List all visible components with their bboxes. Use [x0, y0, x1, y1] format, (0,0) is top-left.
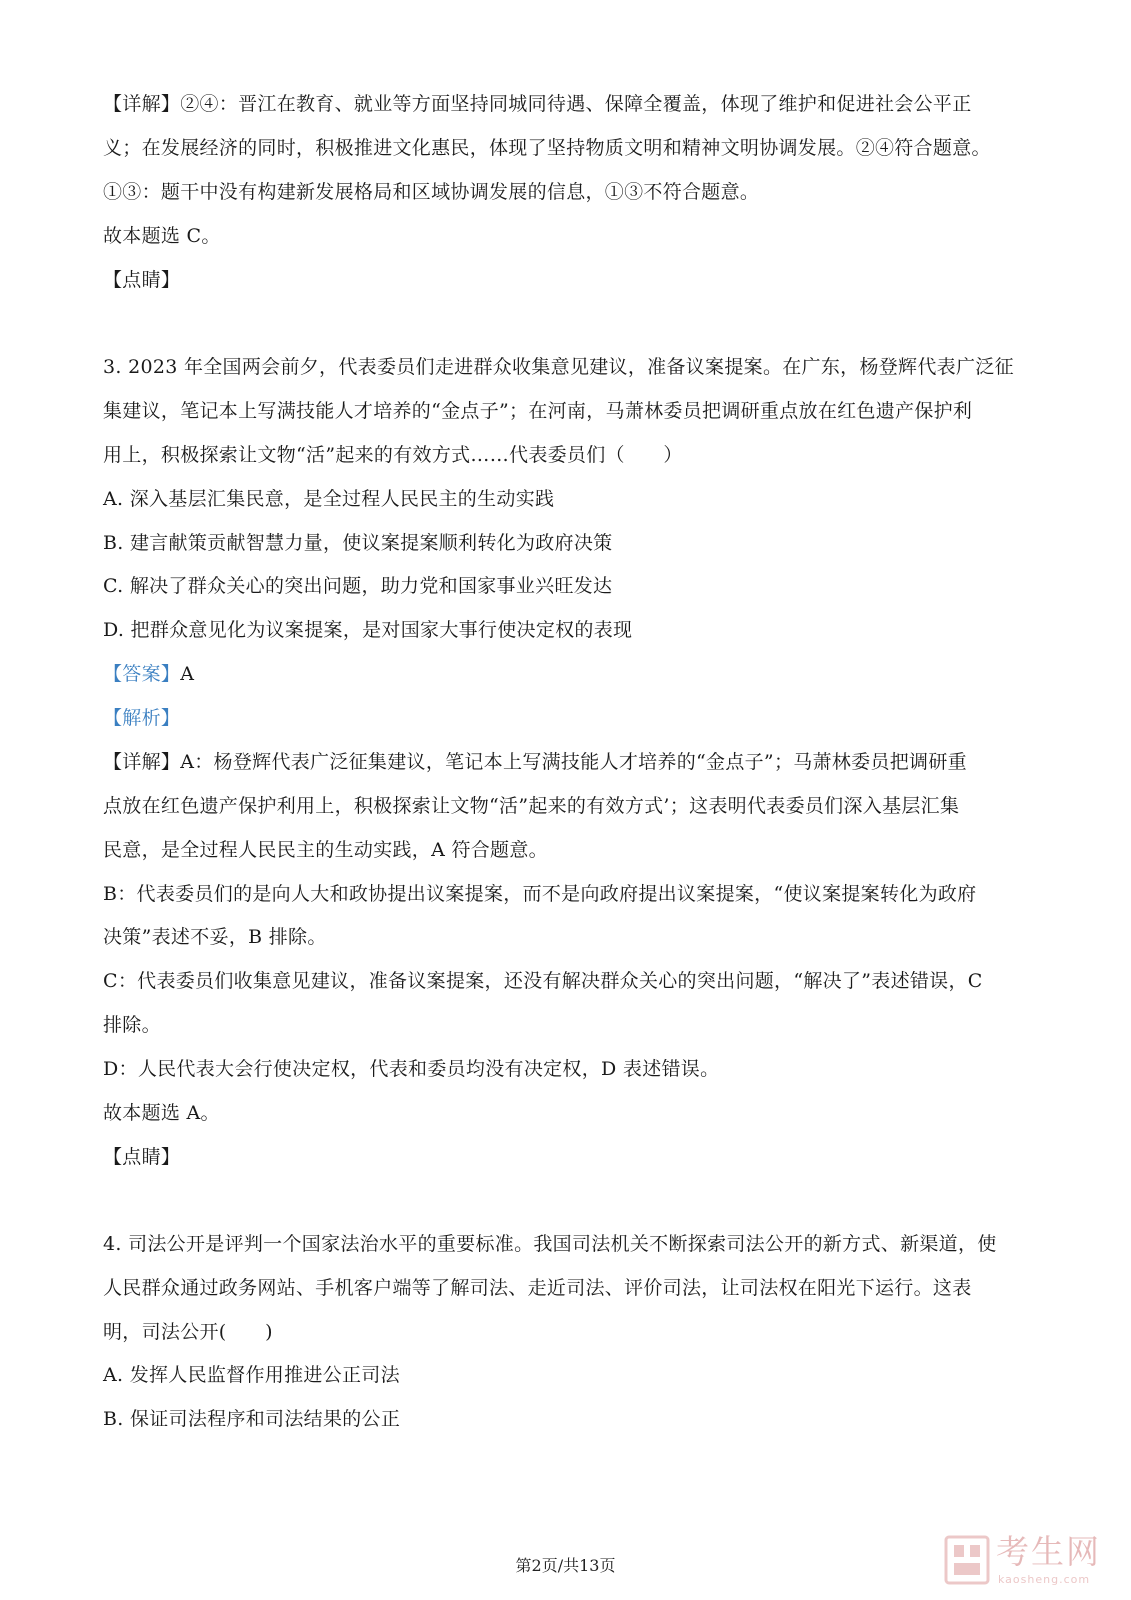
- kaosheng-logo-icon: [944, 1535, 990, 1585]
- watermark: [944, 1531, 1124, 1593]
- q3-conclusion: 故本题选 A。: [103, 1102, 220, 1124]
- q3-stem-line-3: 用上，积极探索让文物“活”起来的有效方式……代表委员们（ ）: [103, 444, 683, 466]
- q4-stem-line-1: 4. 司法公开是评判一个国家法治水平的重要标准。我国司法机关不断探索司法公开的新方式、新渠道，使: [103, 1233, 997, 1255]
- q3-detail-line-6: C：代表委员们收集意见建议，准备议案提案，还没有解决群众关心的突出问题，“解决了”表述错误，C: [103, 970, 983, 992]
- q2-conclusion: 故本题选 C。: [103, 225, 221, 247]
- q3-stem-line-2: 集建议，笔记本上写满技能人才培养的“金点子”；在河南，马萧林委员把调研重点放在红色遗产保护利: [103, 400, 973, 422]
- q3-option-c: C. 解决了群众关心的突出问题，助力党和国家事业兴旺发达: [103, 575, 613, 597]
- q3-dianjing-heading: 【点睛】: [103, 1146, 181, 1168]
- answer-label: 【答案】: [103, 663, 181, 685]
- q2-detail-line-3: ①③：题干中没有构建新发展格局和区域协调发展的信息，①③不符合题意。: [103, 181, 760, 203]
- q3-detail-line-1: 【详解】A：杨登辉代表广泛征集建议，笔记本上写满技能人才培养的“金点子”；马萧林委员把调研重: [103, 751, 967, 773]
- q3-detail-line-2: 点放在红色遗产保护利用上，积极探索让文物“活”起来的有效方式’；这表明代表委员们深入基层汇集: [103, 795, 960, 817]
- q2-detail-line-2: 义；在发展经济的同时，积极推进文化惠民，体现了坚持物质文明和精神文明协调发展。②④符合题意。: [103, 137, 991, 159]
- q3-option-a: A. 深入基层汇集民意，是全过程人民民主的生动实践: [103, 488, 555, 510]
- analysis-label: 【解析】: [103, 707, 181, 729]
- watermark-brand: 考生网: [996, 1532, 1101, 1571]
- q3-detail-line-5: 决策”表述不妥，B 排除。: [103, 926, 327, 948]
- q4-stem-line-3: 明，司法公开( ): [103, 1321, 273, 1343]
- q3-detail-line-7: 排除。: [103, 1014, 161, 1036]
- q4-stem-line-2: 人民群众通过政务网站、手机客户端等了解司法、走近司法、评价司法，让司法权在阳光下运行。这表: [103, 1277, 972, 1299]
- watermark-url: kaosheng.com: [998, 1573, 1091, 1586]
- q3-detail-line-3: 民意，是全过程人民民主的生动实践，A 符合题意。: [103, 839, 548, 861]
- q2-dianjing-heading: 【点睛】: [103, 269, 181, 291]
- q3-option-d: D. 把群众意见化为议案提案，是对国家大事行使决定权的表现: [103, 619, 633, 641]
- q3-detail-line-4: B：代表委员们的是向人大和政协提出议案提案，而不是向政府提出议案提案，“使议案提案转化为政府: [103, 883, 977, 905]
- page-number: 第2页/共13页: [515, 1556, 616, 1575]
- q3-answer-line: [103, 660, 194, 688]
- q3-analysis-line: [103, 704, 180, 732]
- q3-option-b: B. 建言献策贡献智慧力量，使议案提案顺利转化为政府决策: [103, 532, 613, 554]
- answer-value: A: [180, 663, 195, 685]
- q4-option-a: A. 发挥人民监督作用推进公正司法: [103, 1364, 400, 1386]
- q3-detail-line-8: D：人民代表大会行使决定权，代表和委员均没有决定权，D 表述错误。: [103, 1058, 720, 1080]
- q3-stem-line-1: 3. 2023 年全国两会前夕，代表委员们走进群众收集意见建议，准备议案提案。在广东，杨登辉代表广泛征: [103, 356, 1014, 378]
- q2-detail-line-1: 【详解】②④：晋江在教育、就业等方面坚持同城同待遇、保障全覆盖，体现了维护和促进社会公平正: [103, 93, 972, 115]
- q4-option-b: B. 保证司法程序和司法结果的公正: [103, 1408, 401, 1430]
